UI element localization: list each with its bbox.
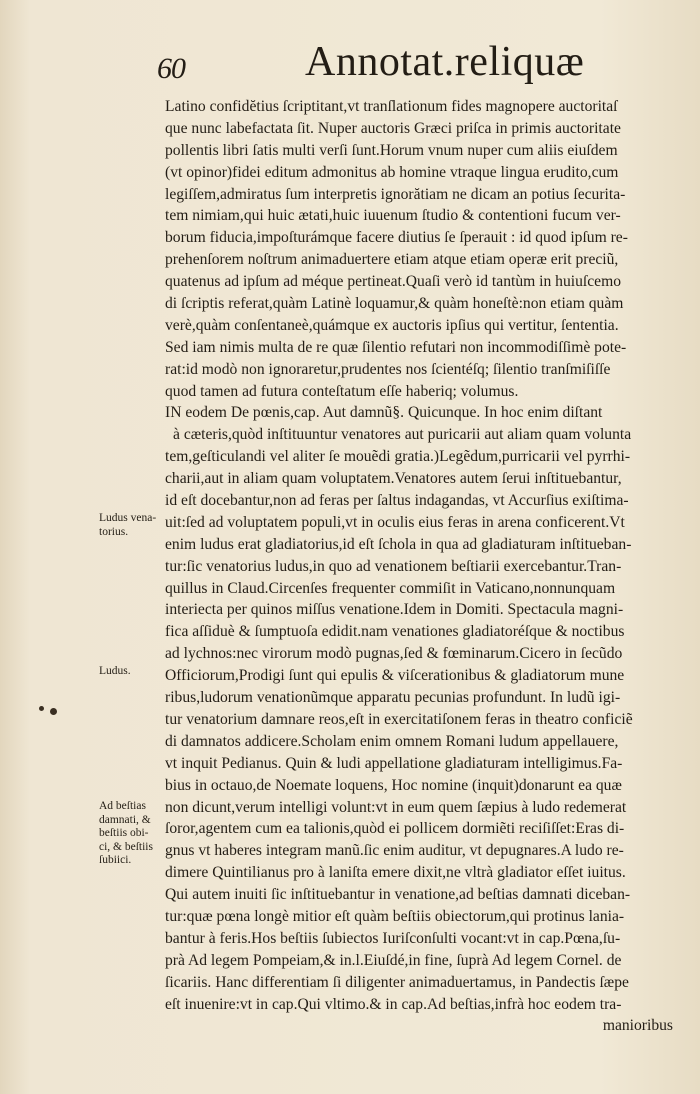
main-text bbox=[165, 96, 685, 1037]
text-line: quillus in Claud.Circenſes frequenter commiſit in Vaticano,nonnunquam bbox=[165, 579, 616, 597]
text-line: ſoror,agentem cum ea talionis,quòd ei pollicem dormiẽti reciſiſſet:Eras di- bbox=[165, 820, 625, 838]
text-line: tem nimiam,qui huic ætati,huic iuuenum ſtudio & contentioni fucum ver- bbox=[165, 207, 621, 225]
text-line: tem,geſticulandi vel aliter ſe mouẽdi gratia.)Legẽdum,purricarii vel pyrrhi- bbox=[165, 448, 631, 466]
text-line: vt inquit Pedianus. Quin & ludi appellatione gladiaturam intelligimus.Fa- bbox=[165, 754, 623, 772]
text-line: prehenſorem noſtrum animaduertere etiam atque etiam operæ erit preciũ, bbox=[165, 251, 619, 269]
text-line: Officiorum,Prodigi ſunt qui epulis & viſcerationibus & gladiatorum mune bbox=[165, 667, 625, 685]
text-line: pollentis libri ſatis multi verſi ſunt.Horum vnum nuper cum aliis eiuſdem bbox=[165, 141, 618, 159]
marginal-note-line: Ad beſtias bbox=[99, 800, 146, 812]
marginal-note-ad-bestias bbox=[99, 800, 153, 868]
text-line: quod tamen ad futura conteſtatum eſſe haberiq; volumus. bbox=[165, 382, 519, 400]
text-line: que nunc labefactata ſit. Nuper auctoris Græci priſca in primis auctoritate bbox=[165, 119, 621, 137]
page-number: 60 bbox=[157, 52, 185, 85]
marginal-note-ludus-venatorius bbox=[99, 512, 156, 539]
marginal-note-line: Ludus. bbox=[99, 665, 131, 677]
catchword: manioribus bbox=[602, 1017, 673, 1035]
marginal-note-line: beſtiis obi- bbox=[99, 827, 149, 839]
text-line: charii,aut in aliam quam voluptatem.Venatores autem ſerui inſtituebantur, bbox=[165, 470, 622, 488]
text-line: tur:ſic venatorius ludus,in quo ad venationem beſtiarii exercebantur.Tran- bbox=[165, 557, 622, 575]
text-line: eſt inuenire:vt in cap.Qui vltimo.& in cap.Ad beſtias,infrà hoc eodem tra- bbox=[165, 995, 622, 1013]
text-line: verè,quàm conſentaneè,quámque ex auctoris ipſius qui vertitur, ſententia. bbox=[165, 316, 619, 334]
ink-blot bbox=[50, 708, 57, 715]
marginal-note-line: Ludus vena- bbox=[99, 512, 157, 524]
ink-blot bbox=[39, 706, 44, 711]
marginal-note-line: damnati, & bbox=[99, 813, 151, 826]
text-line: ad lychnos:nec virorum modò pugnas,ſed & fœminarum.Cicero in ſecũdo bbox=[165, 645, 623, 663]
text-line: uit:ſed ad voluptatem populi,vt in oculis eius feras in arena conficerent.Vt bbox=[165, 513, 625, 531]
running-title: Annotat.reliquæ bbox=[305, 39, 585, 85]
text-line: IN eodem De pœnis,cap. Aut damnũ§. Quicunque. In hoc enim diſtant bbox=[165, 404, 603, 422]
text-line: bantur à feris.Hos beſtiis ſubiectos Iuriſconſulti vocant:vt in cap.Pœna,ſu- bbox=[165, 929, 621, 947]
text-line: bius in octauo,de Noemate loquens, Hoc nomine (inquit)donarunt ea quæ bbox=[165, 776, 622, 794]
text-line: legiſſem,admiratus ſum interpretis ignorătiam ne dicam an potius ſecurita- bbox=[165, 185, 626, 203]
text-line: enim ludus erat gladiatorius,id eſt ſchola in qua ad gladiaturam inſtitueban- bbox=[165, 535, 632, 553]
text-line: Sed iam nimis multa de re quæ ſilentio refutari non incommodiſſimè pote- bbox=[165, 338, 627, 356]
text-line: Latino confidĕtius ſcriptitant,vt tranſlationum fides magnopere auctoritaſ bbox=[165, 98, 618, 115]
text-line: non dicunt,verum intelligi volunt:vt in eum quem ſæpius à ludo redemerat bbox=[165, 798, 627, 816]
text-line: interiecta per quinos miſſus venatione.Idem in Domiti. Spectacula magni- bbox=[165, 601, 624, 619]
text-line: à cæteris,quòd inſtituuntur venatores aut puricarii aut aliam quam volunta bbox=[173, 426, 632, 444]
text-line: prà Ad legem Pompeiam,& in.l.Eiuſdé,in fine, ſuprà Ad legem Cornel. de bbox=[165, 951, 622, 969]
marginal-note-line: torius. bbox=[99, 525, 129, 538]
marginal-note-line: ci, & beſtiis bbox=[99, 840, 153, 853]
text-line: fica aſſiduè & ſumptuoſa edidit.nam venationes gladiatoréſque & noctibus bbox=[165, 623, 625, 641]
marginal-note-ludus bbox=[99, 665, 131, 679]
text-line: di ſcriptis referat,quàm Latinè loquamur,& quàm honeſtè:non etiam quàm bbox=[165, 295, 624, 313]
text-line: (vt opinor)fidei editum admonitus ab homine vtraque lingua erudito,cum bbox=[165, 163, 619, 181]
text-line: ribus,ludorum venationũmque apparatu pecunias profundunt. In ludũ igi- bbox=[165, 689, 621, 707]
text-line: tur venatorium damnare reos,eſt in exercitatiſonem feras in theatro conficiẽ bbox=[165, 710, 633, 728]
text-line: borum fiducia,impoſturámque facere diutius ſe ſperauit : id quod ipſum re- bbox=[165, 229, 628, 247]
text-line: tur:quæ pœna longè mitior eſt quàm beſtiis obiectorum,qui protinus lania- bbox=[165, 907, 625, 925]
text-line: ſicariis. Hanc differentiam ſi diligenter animaduertamus, in Pandectis ſæpe bbox=[165, 973, 629, 991]
text-line: dimere Quintilianus pro à laniſta emere dixit,ne vltrà gladiator eſſet iuitus. bbox=[165, 864, 626, 882]
text-line: rat:id modò non ignoraretur,prudentes nos ſcientéſq; ſilentio tranſmiſiſſe bbox=[165, 360, 611, 378]
text-line: id eſt docebantur,non ad feras per ſaltus indagandas, vt Accurſius exiſtima- bbox=[165, 492, 629, 510]
text-line: di damnatos addicere.Scholam enim omnem Romani ludum appellauere, bbox=[165, 732, 619, 750]
text-line: quatenus ad ipſum ad méque pertineat.Quaſi verò id tantùm in huiuſcemo bbox=[165, 273, 621, 291]
text-line: gnus vt haberes integram manũ.ſic enim auditur, vt depugnares.A ludo re- bbox=[165, 842, 624, 860]
marginal-note-line: ſubiici. bbox=[99, 854, 132, 866]
text-line: Qui autem inuiti ſic inſtituebantur in venatione,ad beſtias damnati diceban- bbox=[165, 886, 631, 904]
